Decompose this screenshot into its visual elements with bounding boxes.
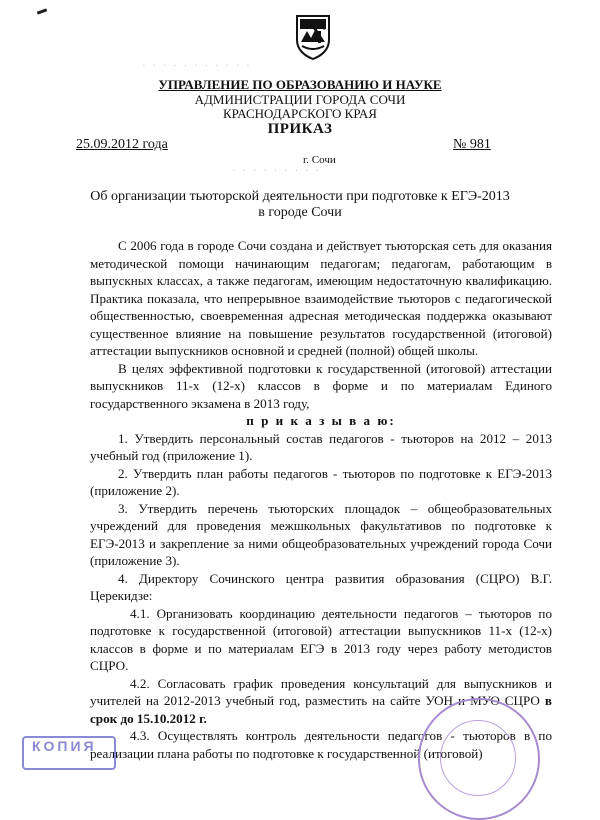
- order-item-4-2-text: 4.2. Согласовать график проведения консультаций для выпускников и учителей на 2012-2013 учебный год, разместить на сайте УОН и МУО СЦРО: [90, 675, 552, 708]
- department-name: УПРАВЛЕНИЕ ПО ОБРАЗОВАНИЮ И НАУКЕ: [158, 77, 442, 92]
- pen-mark: [37, 8, 47, 14]
- purpose-paragraph: В целях эффективной подготовки к государственной (итоговой) аттестации выпускников 11-х (12-х) классов в форме и по материалам Единого государственного экзамена в 2013 году,: [90, 360, 552, 411]
- order-item-4: 4. Директору Сочинского центра развития образования (СЦРО) В.Г. Церекидзе:: [90, 570, 552, 603]
- order-number: № 981: [453, 137, 491, 152]
- official-seal-inner-ring: [440, 720, 516, 796]
- order-item-1: 1. Утвердить персональный состав педагогов - тьюторов на 2012 – 2013 учебный год (приложение 1).: [90, 430, 552, 463]
- order-item-4-3: 4.3. Осуществлять контроль деятельности педагогов - тьюторов в по реализации плана работы по подготовке к государственной (итоговой): [90, 728, 552, 761]
- order-directive-word: п р и к а з ы в а ю:: [246, 413, 396, 428]
- preamble-paragraph: С 2006 года в городе Сочи создана и действует тьюторская сеть для оказания методической помощи начинающим педагогам; педагогам, работающим в выпускных классах, а также педагогам, имеющим недостаточную квалификацию. Практика показала, что непрерывное взаимодействие тьюторов с педагогической общественностью, своевременная адресная методическая поддержка оказывают существенное влияние на повышение результатов государственной (итоговой) аттестации выпускников основной и средней (полной) общей школы.: [90, 238, 552, 358]
- document-type-title: ПРИКАЗ: [267, 121, 333, 137]
- subject-line: в городе Сочи: [258, 205, 342, 220]
- order-body: [90, 237, 552, 762]
- order-subject: [0, 189, 600, 221]
- city-label: г. Сочи: [303, 154, 336, 166]
- city-coat-of-arms-icon: [294, 12, 332, 60]
- subject-line: Об организации тьюторской деятельности при подготовке к ЕГЭ-2013: [90, 189, 510, 204]
- order-item-3: 3. Утвердить перечень тьюторских площадок – общеобразовательных учреждений для проведения межшкольных факультативов по подготовке к ЕГЭ-2013 и закрепление за ними общеобразовательных учреждений города Сочи (приложение 3).: [90, 500, 552, 568]
- order-item-4-2-deadline: в срок до 15.10.2012 г.: [90, 693, 552, 726]
- order-date: 25.09.2012 года: [76, 137, 168, 152]
- region-name: КРАСНОДАРСКОГО КРАЯ: [223, 106, 377, 121]
- faint-bleedthrough-text: · · · · · · · · ·: [232, 165, 321, 177]
- order-item-4-1: 4.1. Организовать координацию деятельности педагогов – тьюторов по подготовке к государственной (итоговой) аттестации выпускников 11-х (12-х) классов в форме и по материалам ЕГЭ в 2013 году через работу методистов СЦРО.: [90, 605, 552, 673]
- administration-name: АДМИНИСТРАЦИИ ГОРОДА СОЧИ: [194, 92, 406, 107]
- copy-stamp-label: КОПИЯ: [32, 738, 97, 754]
- order-item-2: 2. Утвердить план работы педагогов - тьюторов по подготовке к ЕГЭ-2013 (приложение 2).: [90, 465, 552, 498]
- faint-bleedthrough-text: · · · · · · · · · · ·: [142, 60, 252, 72]
